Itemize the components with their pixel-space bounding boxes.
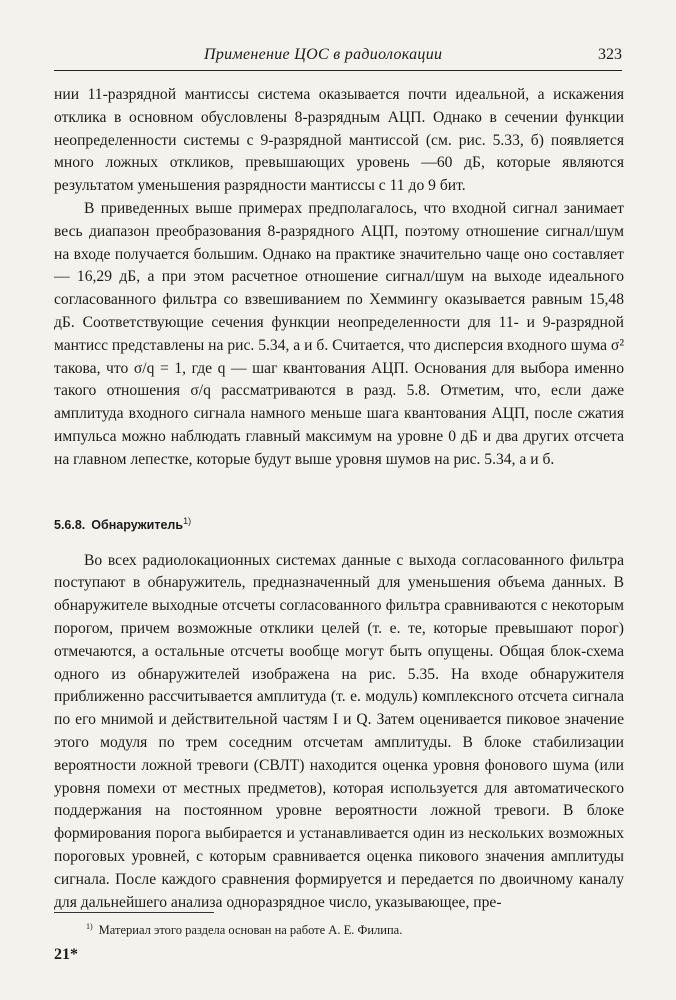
section-heading	[54, 512, 624, 534]
paragraph-continuation: нии 11-разрядной мантиссы система оказывается почти идеальной, а искажения отклика в основном обусловлены 8-разрядным АЦП. Однако в сечении функции неопределенности системы с 9-разрядной мантиссой (см. рис. 5.33, б) появляется много ложных откликов, превышающих уровень —60 дБ, которые являются результатом уменьшения разрядности мантиссы с 11 до 9 бит.	[54, 86, 624, 195]
body-text	[54, 84, 624, 914]
signature-mark: 21*	[54, 946, 78, 963]
running-title: Применение ЦОС в радиолокации	[204, 46, 443, 63]
paragraph: В приведенных выше примерах предполагалось, что входной сигнал занимает весь диапазон преобразования 8-разрядного АЦП, поэтому отношение сигнал/шум на входе получается большим. Однако на практике значительно чаще оно составляет — 16,29 дБ, а при этом расчетное отношение сигнал/шум на выходе идеального согласованного фильтра со взвешиванием по Хеммингу оказывается равным 15,48 дБ. Соответствующие сечения функции неопределенности для 11- и 9-разрядной мантисс представлены на рис. 5.34, а и б. Считается, что дисперсия входного шума σ² такова, что σ/q = 1, где q — шаг квантования АЦП. Основания для выбора именно такого отношения σ/q рассматриваются в разд. 5.8. Отметим, что, если даже амплитуда входного сигнала намного меньше шага квантования АЦП, после сжатия импульса можно наблюдать главный максимум на уровне 0 дБ и два других отсчета на главном лепестке, которые будут выше уровня шумов на рис. 5.34, а и б.	[54, 199, 624, 468]
footnote-reference: 1)	[183, 515, 192, 526]
footnote-text: Материал этого раздела основан на работе А. Е. Филипа.	[98, 923, 403, 937]
section-number: 5.6.8.	[54, 517, 86, 532]
page-number: 323	[598, 46, 622, 63]
footnote-marker: 1)	[86, 922, 93, 931]
footnote	[86, 918, 606, 939]
section-title: Обнаружитель	[91, 517, 184, 532]
footnote-rule	[54, 912, 214, 913]
paragraph: Во всех радиолокационных системах данные с выхода согласованного фильтра поступают в обнаружитель, предназначенный для уменьшения объема данных. В обнаружителе выходные отсчеты согласованного фильтра сравниваются с некоторым порогом, причем возможные отклики целей (т. е. те, которые превышают порог) отмечаются, а остальные отсчеты вообще могут быть опущены. Общая блок-схема одного из обнаружителей изображена на рис. 5.35. На входе обнаружителя приближенно рассчитывается амплитуда (т. е. модуль) комплексного отсчета сигнала по его мнимой и действительной частям I и Q. Затем оценивается пиковое значение этого модуля по трем соседним отсчетам амплитуды. В блоке стабилизации вероятности ложной тревоги (СВЛТ) находится оценка уровня фонового шума (или уровня помехи от местных предметов), которая используется для автоматического поддержания на постоянном уровне вероятности ложной тревоги. В блоке формирования порога выбирается и устанавливается один из нескольких возможных пороговых уровней, с которым сравнивается оценка пикового значения амплитуды сигнала. После каждого сравнения формируется и передается по двоичному каналу для дальнейшего анализа одноразрядное число, указывающее, пре-	[54, 551, 624, 911]
running-head	[54, 44, 622, 71]
